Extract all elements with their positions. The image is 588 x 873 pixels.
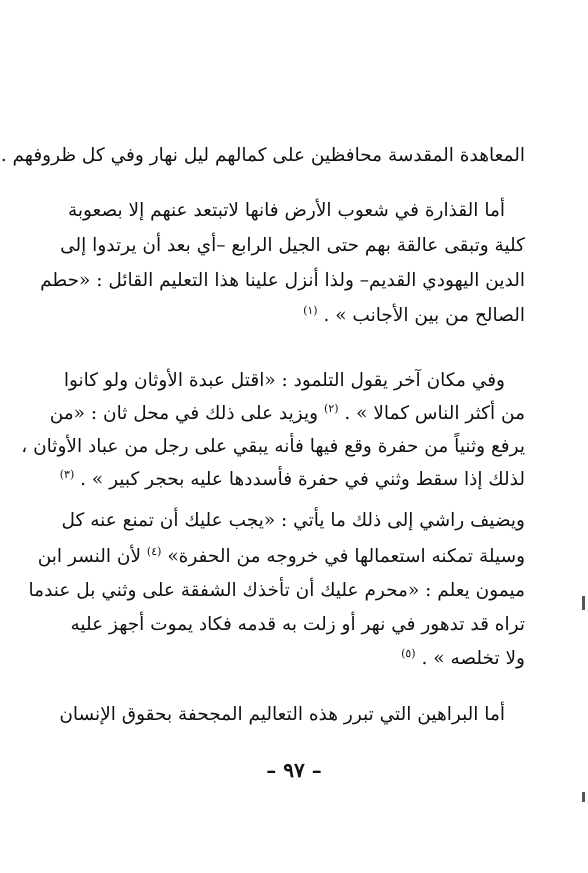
line-text: كلية وتبقى عالقة بهم حتى الجيل الرابع –أي بعد أن يرتدوا إلى: [60, 235, 525, 256]
line-text: أما البراهين التي تبرر هذه التعاليم المجحفة بحقوق الإنسان: [59, 704, 505, 725]
text-line: [63, 368, 505, 394]
text-line: [61, 508, 525, 534]
text-line: [37, 544, 525, 570]
scan-edge-mark: [582, 596, 585, 610]
line-text: الصالح من بين الأجانب » .: [323, 305, 525, 326]
text-line: [40, 268, 525, 294]
line-text: ويزيد على ذلك في محل ثان : «من: [49, 403, 319, 424]
text-line: [59, 702, 505, 728]
text-line: [95, 646, 525, 672]
line-text: وفي مكان آخر يقول التلمود : «اقتل عبدة الأوثان ولو كانوا: [63, 370, 505, 391]
footnote-marker: (٣): [59, 467, 75, 481]
text-line: [28, 578, 525, 604]
line-text: ميمون يعلم : «محرم عليك أن تأخذك الشفقة على وثني بل عندما: [28, 580, 525, 601]
text-line: [21, 434, 525, 460]
text-line: [0, 143, 525, 169]
line-text: يرفع وثنياً من حفرة وقع فيها فأنه يبقي على رجل من عباد الأوثان ،: [21, 436, 525, 457]
footnote-marker: (٢): [323, 401, 339, 415]
scan-edge-mark: [582, 792, 585, 802]
line-text: المعاهدة المقدسة محافظين على كمالهم ليل نهار وفي كل ظروفهم .: [0, 145, 525, 166]
line-text: ويضيف راشي إلى ذلك ما يأتي : «يجب عليك أن تمنع عنه كل: [61, 510, 525, 531]
footnote-marker: (٥): [401, 646, 416, 660]
line-text: وسيلة تمكنه استعمالها في خروجه من الحفرة»: [167, 546, 525, 567]
page-number: – ٩٧ –: [266, 758, 322, 782]
text-line: [70, 612, 525, 638]
line-text: لذلك إذا سقط وثني في حفرة فأسددها عليه بحجر كبير » .: [80, 469, 525, 490]
text-line: [59, 467, 525, 493]
text-line: [60, 233, 525, 259]
footnote-marker: (١): [303, 303, 318, 317]
footnote-marker: (٤): [146, 544, 162, 558]
text-line: [95, 303, 525, 329]
line-text: ولا تخلصه » .: [421, 648, 525, 669]
line-text: أما القذارة في شعوب الأرض فانها لاتبتعد عنهم إلا بصعوبة: [67, 200, 505, 221]
line-text: الدين اليهودي القديم– ولذا أنزل علينا هذا التعليم القائل : «حطم: [40, 270, 525, 291]
line-text: من أكثر الناس كمالا » .: [344, 403, 525, 424]
line-text: لأن النسر ابن: [37, 546, 142, 567]
text-line: [67, 198, 505, 224]
line-text: تراه قد تدهور في نهر أو زلت به قدمه فكاد يموت أجهز عليه: [70, 614, 525, 635]
text-line: [49, 401, 525, 427]
